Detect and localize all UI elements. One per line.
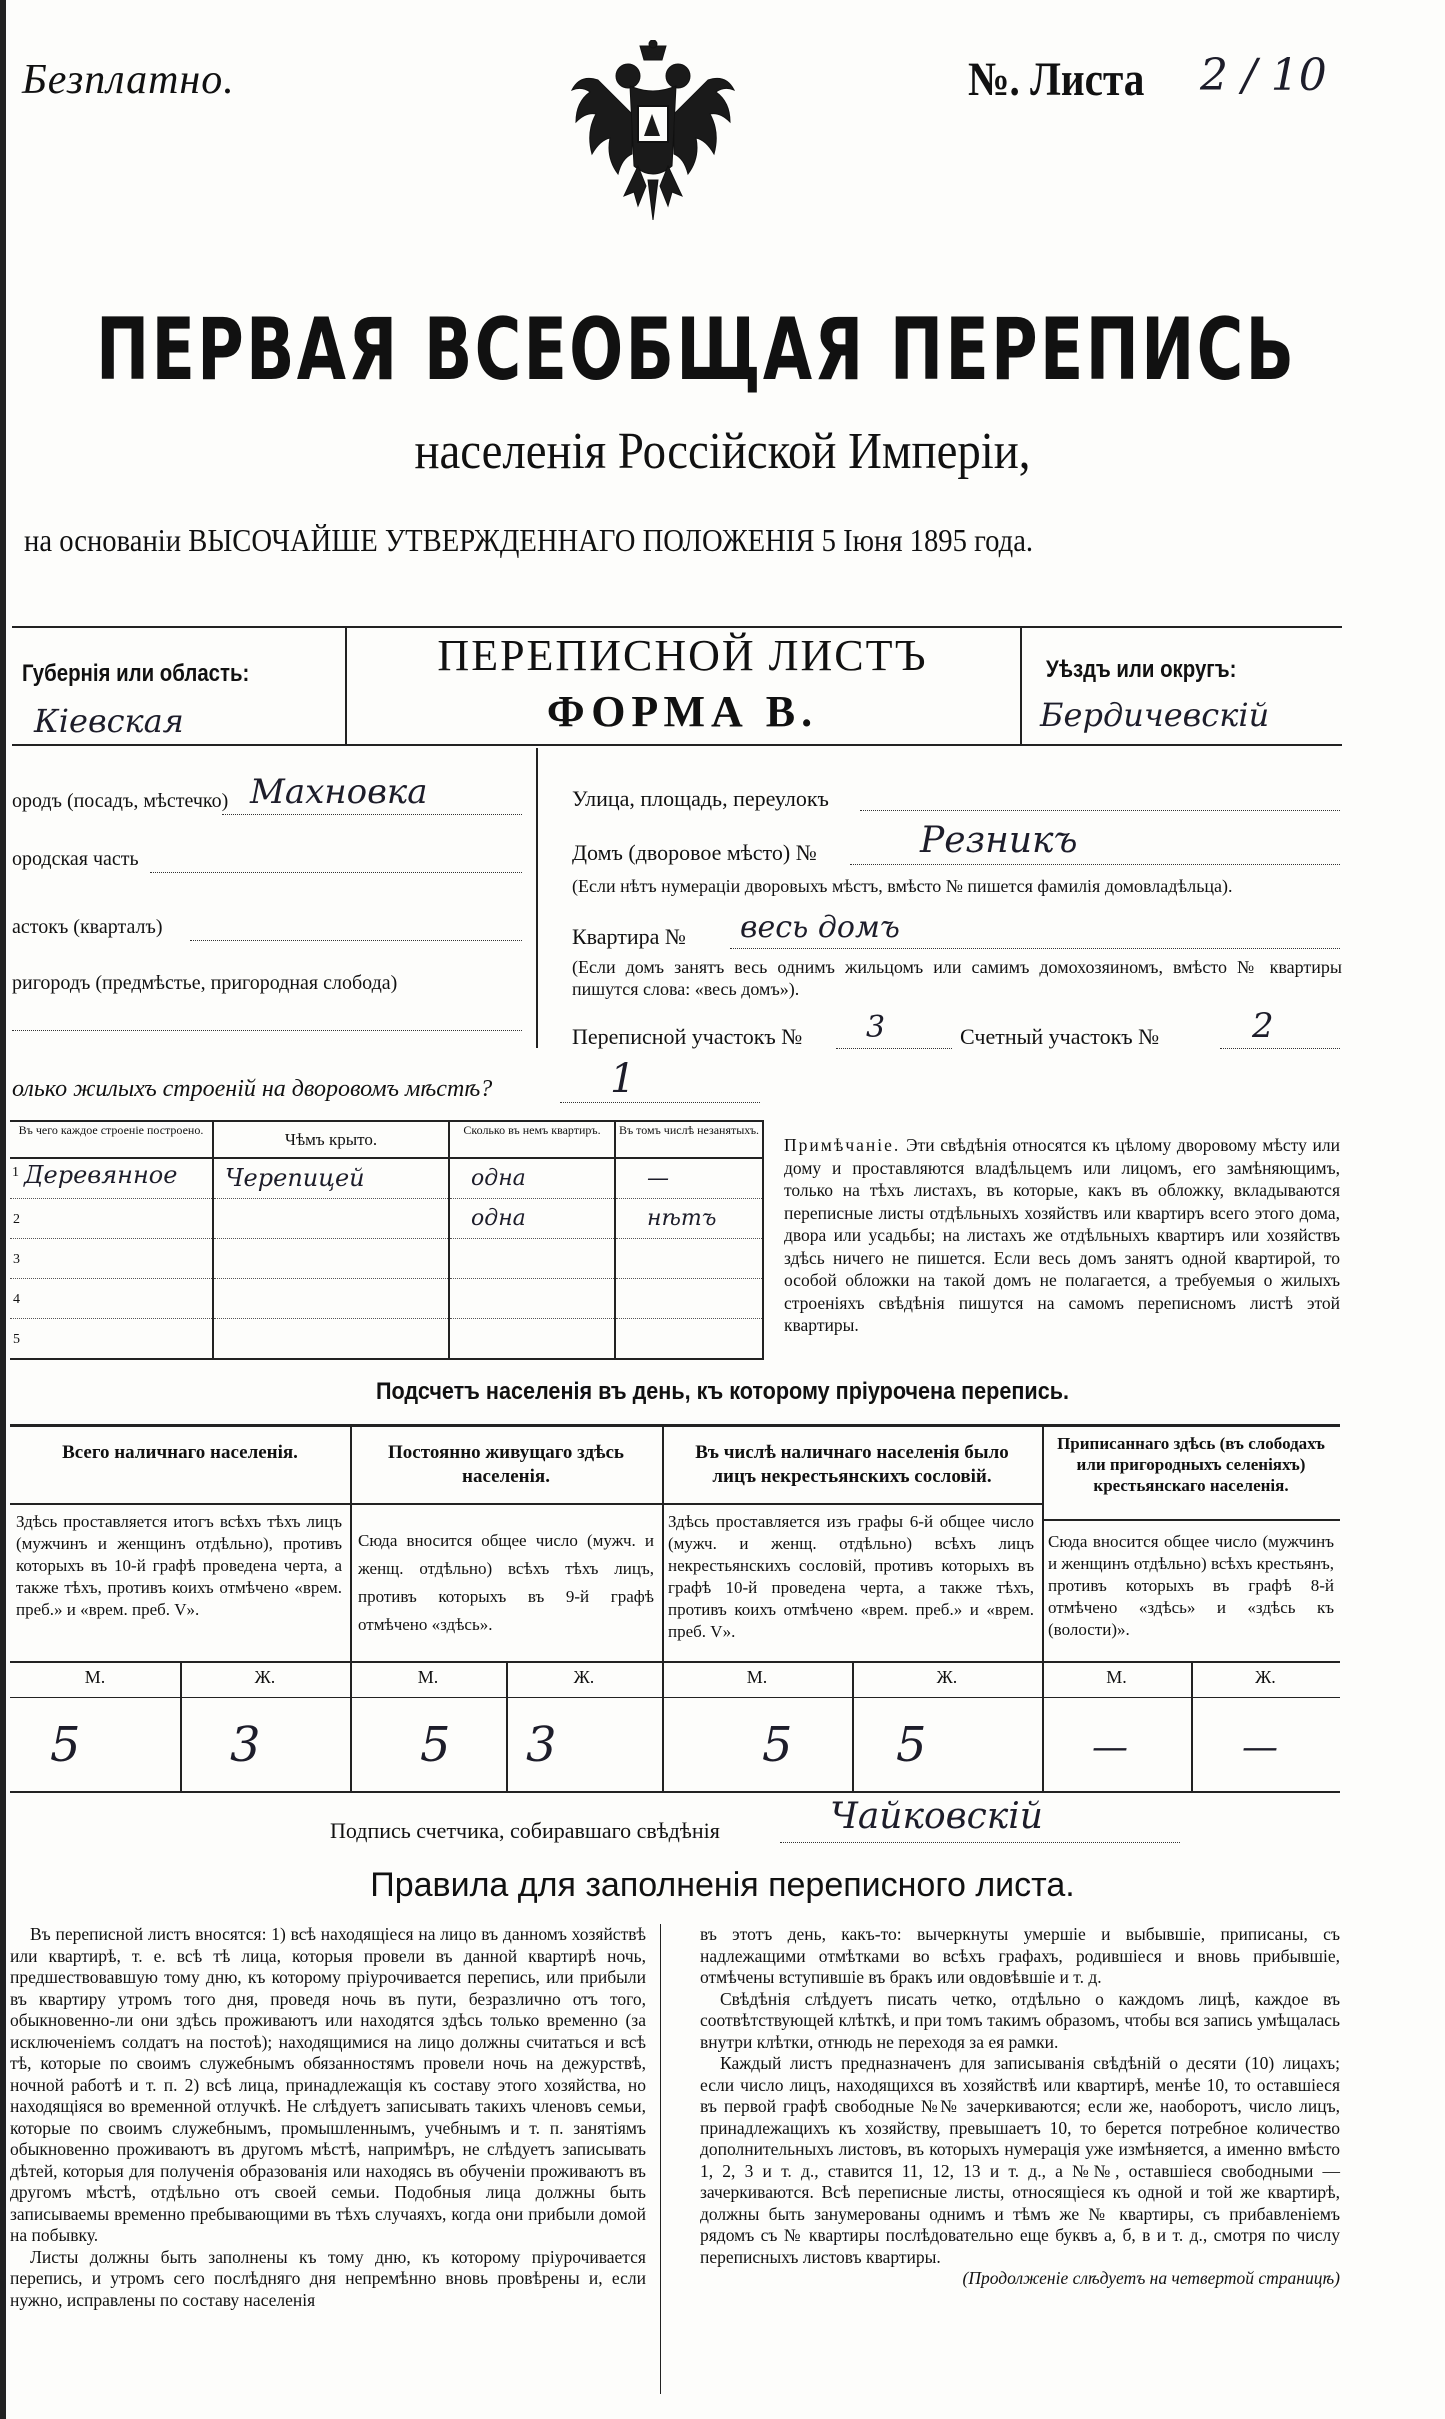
col-material-head: Въ чего каждое строеніе построено. [10,1122,213,1158]
building-roof: Черепицей [225,1164,365,1193]
district-label: Уѣздъ или округъ: [1046,656,1237,683]
rules-column-divider [660,1924,661,2394]
form-right-divider [1020,626,1022,744]
suburb-label: ригородъ (предмѣстье, пригородная слобода) [12,972,398,994]
house-label: Домъ (дворовое мѣсто) № [572,840,817,865]
building-row-3: 3 [10,1238,762,1278]
rules-right-paragraph-1: въ этотъ день, какъ-то: вычеркнуты умершіе и выбывшіе, приписаны, съ надлежащими отмѣтками во всѣхъ графахъ, родившіеся и вновь прибывшіе, отмѣчены вступившіе въ бракъ или овдовѣвшіе и т. д. [700,1924,1340,1987]
population-title: Подсчетъ населенія въ день, къ которому пріурочена перепись. [376,1378,1069,1405]
address-divider [536,748,538,1048]
buildings-note [784,1134,1340,1337]
rules-right-paragraph-3: Каждый листъ предназначенъ для записыванія свѣдѣній о десяти (10) лицахъ; если число лицъ, находящихся въ хозяйствѣ или квартирѣ, менѣе 10, то оставшіеся въ первой графѣ свободные №№ зачеркиваются; если же, наоборотъ, число лицъ, принадлежащихъ къ хозяйству, превышаетъ 10, то берется потребное количество дополнительныхъ листовъ, въ которыхъ нумерація уже измѣняется, а именно вмѣсто 1, 2, 3 и т. д., ставится 11, 12, 13 и т. д., а №№, оставшіеся свободными — зачеркиваются. Всѣ переписные листы, относящіеся къ одной и той же квартирѣ, должны быть занумерованы однимъ и тѣмъ же № квартиры, съ прибавленіемъ рядомъ съ № квартиры послѣдовательно еще буквъ а, б, в и т. д., смотря по числу переписныхъ листовъ квартиры. [700,2053,1340,2267]
house-note: (Если нѣтъ нумераціи дворовыхъ мѣстъ, вмѣсто № пишется фамилія домовладѣльца). [572,876,1233,896]
scan-edge [0,0,6,2419]
sheet-number-label: №. Листа [968,53,1145,106]
rules-continued-note: (Продолженіе слѣдуетъ на четвертой страницѣ) [962,2268,1340,2288]
census-subtitle: населенія Россійской Имперіи, [414,423,1031,480]
town-part-label: ородская часть [12,848,139,870]
rules-title: Правила для заполненія переписного листа. [370,1866,1075,1904]
rules-right-paragraph-2: Свѣдѣнія слѣдуетъ писать четко, отдѣльно о каждомъ лицѣ, каждое въ соотвѣтствующей клѣткѣ, и при томъ такимъ образомъ, чтобы вся запись умѣщалась внутри клѣтки, отнюдь не переходя за ея рамки. [700,1988,1340,2052]
rules-left-paragraph-1: Въ переписной листъ вносятся: 1) всѣ находящіеся на лицо въ данномъ хозяйствѣ или квартирѣ, т. е. всѣ тѣ лица, которыя провели въ данной квартирѣ ночь, предшествовавшую тому дню, къ которому пріурочивается перепись, или прибыли въ квартиру утромъ того дня, проведя ночь въ пути, безразлично отъ того, обыкновенно-ли они здѣсь проживаютъ или находятся здѣсь только временно (за исключеніемъ солдатъ на постоѣ); находящимися на лицо должны считаться и всѣ тѣ, которые по своимъ служебнымъ обязанностямъ провели ночь на дежурствѣ, ночной работѣ и т. п. 2) всѣ лица, принадлежащія къ составу этого хозяйства, но находящіяся во временной отлучкѣ. Не слѣдуетъ записывать такихъ членовъ семьи, которые по своимъ служебнымъ, промышленнымъ, учебнымъ и т. п. занятіямъ обыкновенно проживаютъ въ другомъ мѣстѣ, напримѣръ, не слѣдуетъ записывать дѣтей, которыя для полученія образованія или находясь въ обученіи проживаютъ въ другомъ мѣстѣ, отдѣльно отъ своей семьи. Подобныя лица должны быть записываемы временно пребывающими въ тѣхъ случаяхъ, когда они прибыли домой на побывку. [10,1924,646,2245]
total-female: 3 [230,1717,261,1773]
signature-label: Подпись счетчика, собиравшаго свѣдѣнія [330,1818,720,1843]
peasant-female: — [1242,1727,1278,1768]
form-title: ФОРМА В. [546,687,819,736]
province-label: Губернія или область: [22,660,250,687]
town-label: ородъ (посадъ, мѣстечко) [12,790,229,812]
apartment-label: Квартира № [572,924,686,949]
col-vacant-head: Въ томъ числѣ незанятыхъ. [615,1122,762,1158]
col-apartments-head: Сколько въ немъ квартиръ. [449,1122,615,1158]
group-non-peasant: Въ числѣ наличнаго населенія было лицъ некрестьянскихъ сословій. Здѣсь проставляется изъ графы 6-й общее число (мужч. и женщ. отдѣльно) всѣхъ лицъ некрестьянскихъ сословій, противъ которыхъ въ графѣ 10-й проведена черта, а также тѣхъ, противъ коихъ отмѣчено «врем. преб.» и «врем. преб. V». М. Ж. 5 5 [662,1427,1044,1791]
non-peasant-female: 5 [896,1717,927,1773]
note-text: Эти свѣдѣнія относятся къ цѣлому дворовому мѣсту или дому и проставляются владѣльцемъ или лицомъ, его замѣняющимъ, только на тѣхъ листахъ, въ которые, какъ въ обложку, вкладываются переписные листы отдѣльныхъ хозяйствъ или квартиръ всего этого дома, двора или усадьбы; на листахъ же отдѣльныхъ квартиръ или хозяйствъ здѣсь ничего не пишется. Если весь домъ занятъ одной квартирой, то особой обложки на такой домъ не полагается, а требуемыя о жилыхъ строеніяхъ свѣдѣнія пишутся на самомъ переписномъ листѣ этой квартиры. [784,1135,1341,1335]
col-roof-head: Чѣмъ крыто. [213,1122,449,1158]
signature-value: Чайковскій [830,1796,1043,1837]
group-peasant: Приписаннаго здѣсь (въ слободахъ или пригородныхъ селеніяхъ) крестьянскаго населенія. Сюда вносится общее число (мужчинъ и женщинъ отдѣльно) всѣхъ крестьянъ, противъ которыхъ въ графѣ 8-й отмѣчено «здѣсь» и «здѣсь къ (волости)». М. Ж. — — [1042,1427,1340,1791]
form-top-rule [12,626,1342,628]
buildings-answer: 1 [610,1056,636,1102]
census-title: ПЕРВАЯ ВСЕОБЩАЯ ПЕРЕПИСЬ [96,300,1297,400]
apartment-value: весь домъ [740,910,900,945]
building-material: Деревянное [24,1161,178,1189]
form-bottom-rule [12,744,1342,746]
building-row-4: 4 [10,1278,762,1318]
town-value: Махновка [250,772,428,812]
rules-left-paragraph-2: Листы должны быть заполнены къ тому дню, къ которому пріурочивается перепись, и утромъ сего послѣдняго дня непремѣнно вновь провѣрены и, если нужно, исправлены по составу населенія [10,2246,646,2310]
count-district-value: 2 [1252,1006,1274,1046]
non-peasant-male: 5 [762,1717,793,1773]
rules-right-column [700,1924,1340,2290]
section-label: астокъ (кварталъ) [12,916,163,938]
building-row-5: 5 [10,1318,762,1358]
building-row-1: 1 Деревянное Черепицей одна — [10,1158,762,1198]
permanent-male: 5 [420,1717,451,1773]
building-vacant: — [647,1165,669,1191]
population-table [10,1424,1340,1793]
permanent-female: 3 [526,1717,557,1773]
sheet-title: ПЕРЕПИСНОЙ ЛИСТЪ [437,631,928,680]
apartment-note: (Если домъ занятъ весь однимъ жильцомъ или самимъ домохозяиномъ, вмѣсто № квартиры пишутся слова: «весь домъ»). [572,957,1342,999]
double-headed-eagle-icon [568,40,738,230]
province-value: Кіевская [34,702,184,740]
total-male: 5 [50,1717,81,1773]
building-apartments: одна [471,1165,526,1191]
census-district-value: 3 [866,1010,886,1045]
census-basis: на основаніи ВЫСОЧАЙШЕ УТВЕРЖДЕННАГО ПОЛОЖЕНІЯ 5 Іюня 1895 года. [24,522,1034,558]
buildings-table [10,1120,764,1360]
count-district-label: Счетный участокъ № [960,1024,1160,1049]
sheet-number-value: 2 / 10 [1200,50,1327,101]
free-label: Безплатно. [22,57,235,103]
peasant-male: — [1092,1727,1128,1768]
buildings-question: олько жилыхъ строеній на дворовомъ мѣстѣ? [12,1076,493,1102]
rules-left-column [10,1924,646,2311]
district-value: Бердичевскій [1040,696,1270,734]
note-title: Примѣчаніе. [784,1135,901,1155]
building-row-2: 2 одна нѣтъ [10,1198,762,1238]
house-value: Резникъ [920,820,1078,861]
group-total: Всего наличнаго населенія. Здѣсь проставляется итогъ всѣхъ тѣхъ лицъ (мужчинъ и женщинъ отдѣльно), противъ которыхъ въ 10-й графѣ проведена черта, а также тѣхъ, противъ коихъ отмѣчено «врем. преб.» и «врем. преб. V». М. Ж. 5 3 [10,1427,352,1791]
group-permanent: Постоянно живущаго здѣсь населенія. Сюда вносится общее число (мужч. и женщ. отдѣльно) всѣхъ тѣхъ лицъ, противъ которыхъ въ 9-й графѣ отмѣчено «здѣсь». М. Ж. 5 3 [350,1427,664,1791]
street-label: Улица, площадь, переулокъ [572,786,829,811]
census-district-label: Переписной участокъ № [572,1024,803,1049]
